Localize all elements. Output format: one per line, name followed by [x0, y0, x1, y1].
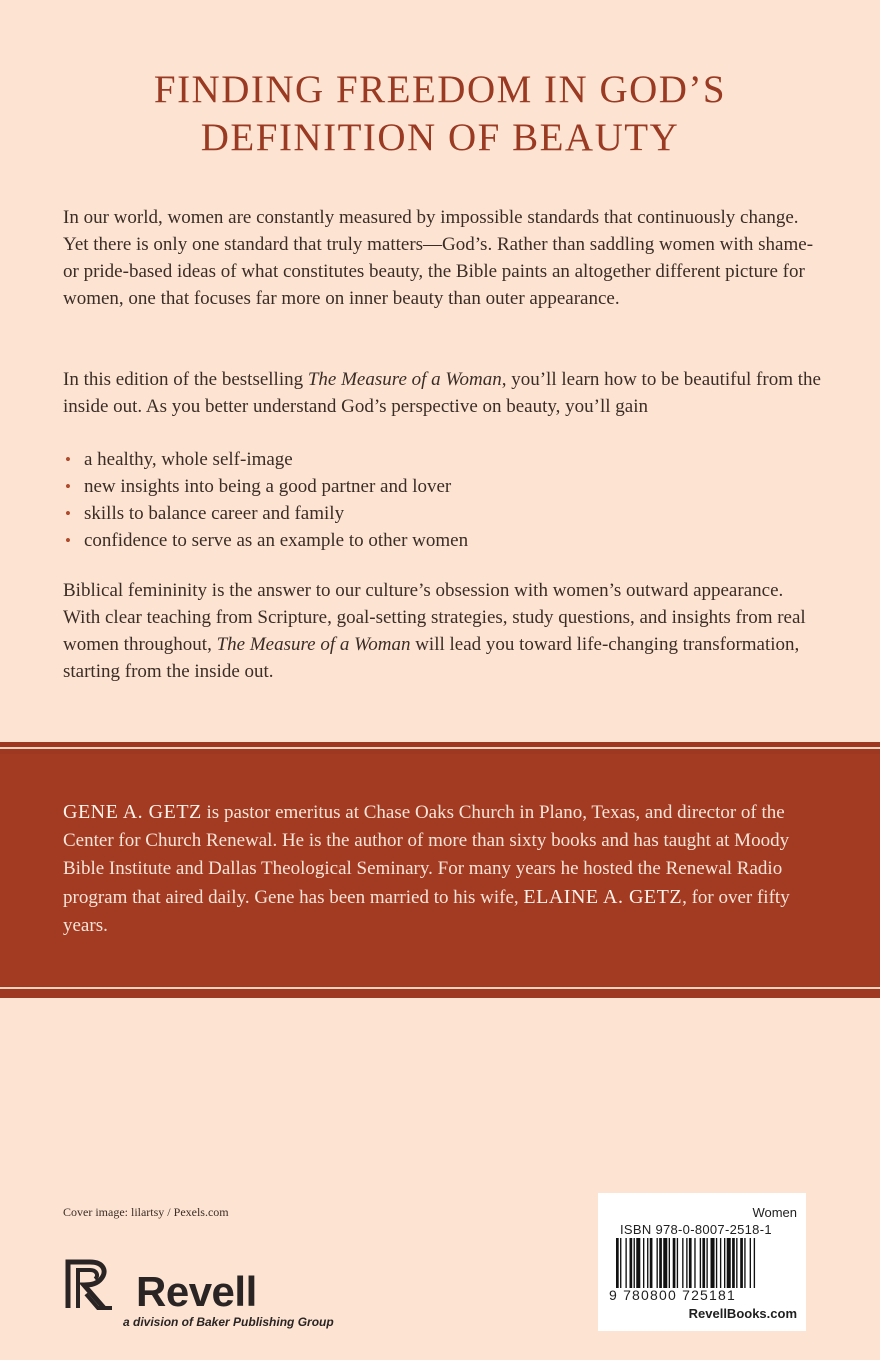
barcode-stripe — [616, 1238, 619, 1288]
band-top-rule — [0, 747, 880, 749]
headline-line-2: DEFINITION OF BEAUTY — [200, 116, 680, 159]
list-item-text: new insights into being a good partner and lover — [84, 476, 452, 497]
barcode-stripe — [669, 1238, 670, 1288]
revell-logo-icon — [64, 1258, 128, 1312]
bisac-category: Women — [752, 1205, 797, 1220]
list-item-text: a healthy, whole self-image — [84, 449, 293, 470]
headline-line-1: FINDING FREEDOM IN GOD’S — [153, 68, 727, 111]
spouse-name: ELAINE A. GETZ — [523, 886, 683, 908]
edition-text-before: In this edition of the bestselling — [63, 369, 308, 390]
barcode-stripe — [659, 1238, 662, 1288]
cover-image-credit: Cover image: lilartsy / Pexels.com — [63, 1205, 229, 1219]
barcode-stripe — [686, 1238, 687, 1288]
barcode-stripe — [636, 1238, 640, 1288]
benefits-list — [63, 446, 823, 554]
barcode-stripe — [625, 1238, 626, 1288]
barcode-stripe — [689, 1238, 692, 1288]
bio-text-after: , for over fifty years. — [63, 887, 790, 936]
list-item — [63, 446, 823, 473]
barcode-stripe — [740, 1238, 743, 1288]
edition-text-after: , you’ll learn how to be beautiful from the inside out. As you better understand God’s perspective on beauty, you’ll gain — [63, 369, 821, 417]
publisher-name: Revell — [136, 1268, 257, 1315]
bullet-icon: • — [65, 531, 71, 550]
barcode-icon — [616, 1238, 792, 1288]
book-title: The Measure of a Woman — [307, 369, 502, 390]
isbn-label: ISBN 978-0-8007-2518-1 — [620, 1222, 772, 1237]
barcode-stripe — [724, 1238, 725, 1288]
barcode-panel — [598, 1193, 806, 1331]
barcode-stripe — [716, 1238, 717, 1288]
barcode-stripe — [647, 1238, 648, 1288]
barcode-stripe — [673, 1238, 676, 1288]
list-item-text: skills to balance career and family — [84, 503, 345, 524]
author-bio — [63, 798, 833, 940]
barcode-stripe — [620, 1238, 621, 1288]
barcode-stripe — [650, 1238, 653, 1288]
bullet-icon: • — [65, 477, 71, 496]
barcode-stripe — [677, 1238, 678, 1288]
band-bottom-rule — [0, 987, 880, 989]
list-item — [63, 527, 823, 554]
barcode-stripe — [711, 1238, 715, 1288]
barcode-digits: 9 780800 725181 — [609, 1287, 736, 1303]
publisher-tagline: a division of Baker Publishing Group — [123, 1315, 334, 1329]
closing-text-after: will lead you toward life-changing transformation, starting from the inside out. — [63, 634, 800, 682]
barcode-stripe — [744, 1238, 745, 1288]
barcode-stripe — [736, 1238, 737, 1288]
bio-text-before: is pastor emeritus at Chase Oaks Church in Plano, Texas, and director of the Center for Church Renewal. He is the author of more than sixty books and has taught at Moody Bible Institute and Dallas Theological Seminary. For many years he hosted the Renewal Radio program that aired daily. Gene has been married to his wife, — [63, 802, 790, 908]
list-item — [63, 500, 823, 527]
publisher-logo — [64, 1258, 364, 1338]
barcode-stripe — [657, 1238, 658, 1288]
barcode-stripe — [634, 1238, 635, 1288]
barcode-stripe — [643, 1238, 644, 1288]
barcode-stripe — [700, 1238, 701, 1288]
barcode-stripe — [663, 1238, 667, 1288]
barcode-stripe — [750, 1238, 751, 1288]
bullet-icon: • — [65, 504, 71, 523]
back-cover-headline — [0, 66, 880, 162]
edition-paragraph — [63, 366, 823, 420]
book-title: The Measure of a Woman — [216, 634, 411, 655]
bullet-icon: • — [65, 450, 71, 469]
publisher-url: RevellBooks.com — [688, 1306, 797, 1321]
barcode-stripe — [754, 1238, 755, 1288]
intro-paragraph: In our world, women are constantly measured by impossible standards that continuously change. Yet there is only one standard that truly matters—God’s. Rather than saddling women with shame- or pride-based ideas of what constitutes beauty, the Bible paints an altogether different picture for women, one that focuses far more on inner beauty than outer appearance. — [63, 207, 814, 309]
barcode-stripe — [732, 1238, 735, 1288]
barcode-stripe — [702, 1238, 705, 1288]
barcode-stripe — [630, 1238, 633, 1288]
barcode-stripe — [720, 1238, 721, 1288]
barcode-stripe — [682, 1238, 683, 1288]
barcode-stripe — [727, 1238, 731, 1288]
barcode-stripe — [694, 1238, 695, 1288]
closing-text-before: Biblical femininity is the answer to our culture’s obsession with women’s outward appearance. With clear teaching from Scripture, goal-setting strategies, study questions, and insights from real women throughout, — [63, 580, 806, 655]
author-name: GENE A. GETZ — [63, 801, 202, 823]
list-item-text: confidence to serve as an example to other women — [84, 530, 469, 551]
closing-paragraph — [63, 577, 823, 685]
list-item — [63, 473, 823, 500]
barcode-stripe — [706, 1238, 707, 1288]
